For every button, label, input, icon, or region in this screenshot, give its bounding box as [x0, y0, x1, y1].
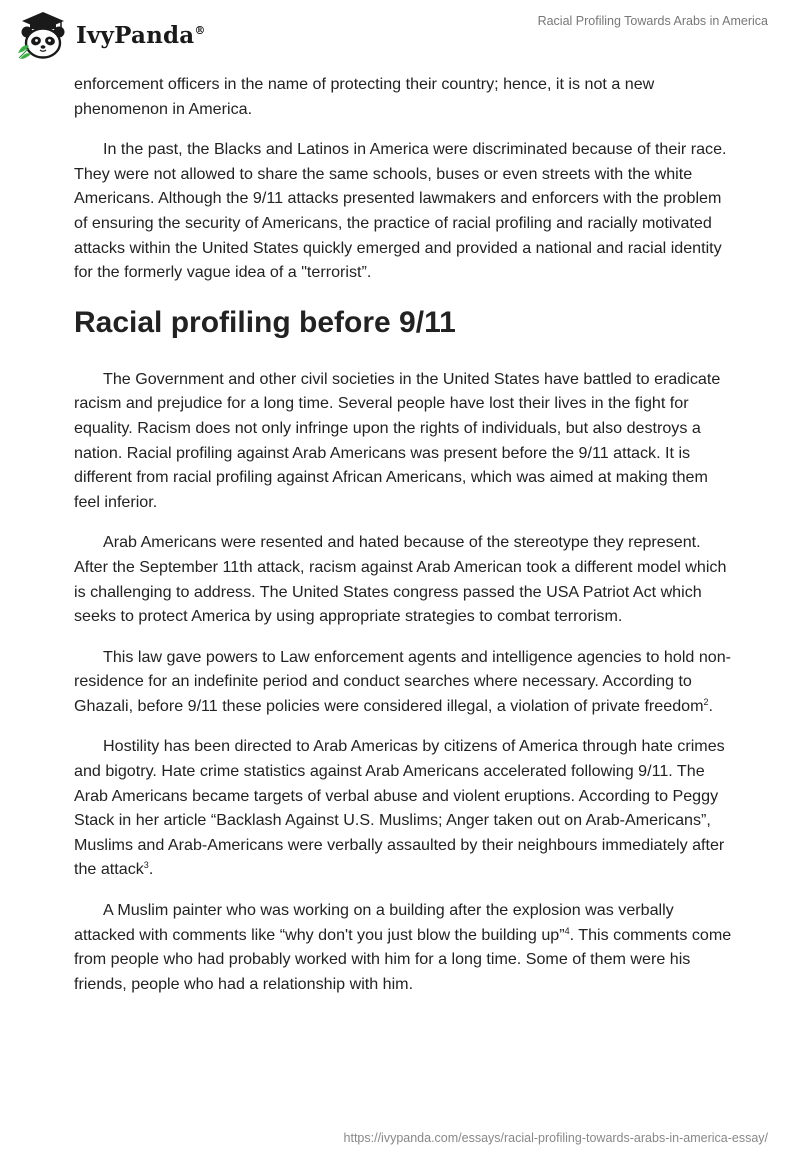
paragraph-end: . [148, 860, 154, 879]
paragraph-continuation: enforcement officers in the name of protecting their country; hence, it is not a new phenomenon in America. [74, 75, 655, 118]
paragraph: The Government and other civil societies in the United States have battled to eradicate racism and prejudice for a long time. Several people have lost their lives in the fight for equality. Racism does not only infringe upon the rights of individuals, but also destroys a nation. Racial profiling against Arab Americans was present before the 9/11 attack. It is different from racial profiling against African Americans, which was aimed at making them feel inferior. [74, 369, 721, 511]
paragraph [74, 898, 734, 996]
document-title: Racial Profiling Towards Arabs in America [537, 14, 768, 28]
page-header [0, 0, 800, 70]
paragraph-text: Hostility has been directed to Arab Americas by citizens of America through hate crimes and bigotry. Hate crime statistics against Arab Americans accelerated following 9/11. The Arab Americans became targets of verbal abuse and violent eruptions. According to Peggy Stack in her article “Backlash Against U.S. Muslims; Anger taken out on Arab-Americans”, Muslims and Arab-Americans were verbally assaulted by their neighbours immediately after the attack [74, 737, 725, 879]
ivypanda-logo[interactable] [14, 6, 206, 62]
brand-name-text: IvyPanda [76, 21, 195, 49]
source-url[interactable]: https://ivypanda.com/essays/racial-profiling-towards-arabs-in-america-essay/ [343, 1131, 768, 1145]
footnote-ref[interactable]: 2 [703, 696, 709, 707]
paragraph: Arab Americans were resented and hated because of the stereotype they represent. After the September 11th attack, racism against Arab American took a different model which is challenging to address. The United States congress passed the USA Patriot Act which seeks to protect America by using appropriate strategies to combat terrorism. [74, 533, 727, 626]
essay-body [74, 72, 734, 996]
registered-mark: ® [194, 23, 206, 37]
footnote-ref[interactable]: 3 [143, 860, 149, 871]
panda-graduation-cap-icon [14, 6, 72, 62]
paragraph: In the past, the Blacks and Latinos in America were discriminated because of their race. They were not allowed to share the same schools, buses or even streets with the white Americans. Although the 9/11 attacks presented lawmakers and enforcers with the problem of ensuring the security of Americans, the practice of racial profiling and racially motivated attacks within the United States quickly emerged and provided a national and racial identity for the formerly vague idea of a "terrorist”. [74, 140, 727, 282]
paragraph-text: A Muslim painter who was working on a building after the explosion was verbally attacked with comments like “why don't you just blow the building up” [74, 901, 674, 944]
footnote-ref[interactable]: 4 [564, 925, 570, 936]
paragraph [74, 734, 734, 882]
paragraph-text: . This comments come from people who had probably worked with him for a long time. Some of them were his friends, people who had a relationship with him. [74, 925, 732, 993]
paragraph [74, 645, 734, 719]
brand-name [76, 22, 206, 49]
section-heading: Racial profiling before 9/11 [74, 305, 456, 339]
paragraph-end: . [708, 696, 714, 715]
paragraph-text: This law gave powers to Law enforcement agents and intelligence agencies to hold non-residence for an indefinite period and conduct searches where necessary. According to Ghazali, before 9/11 these policies were considered illegal, a violation of private freedom [74, 647, 732, 715]
